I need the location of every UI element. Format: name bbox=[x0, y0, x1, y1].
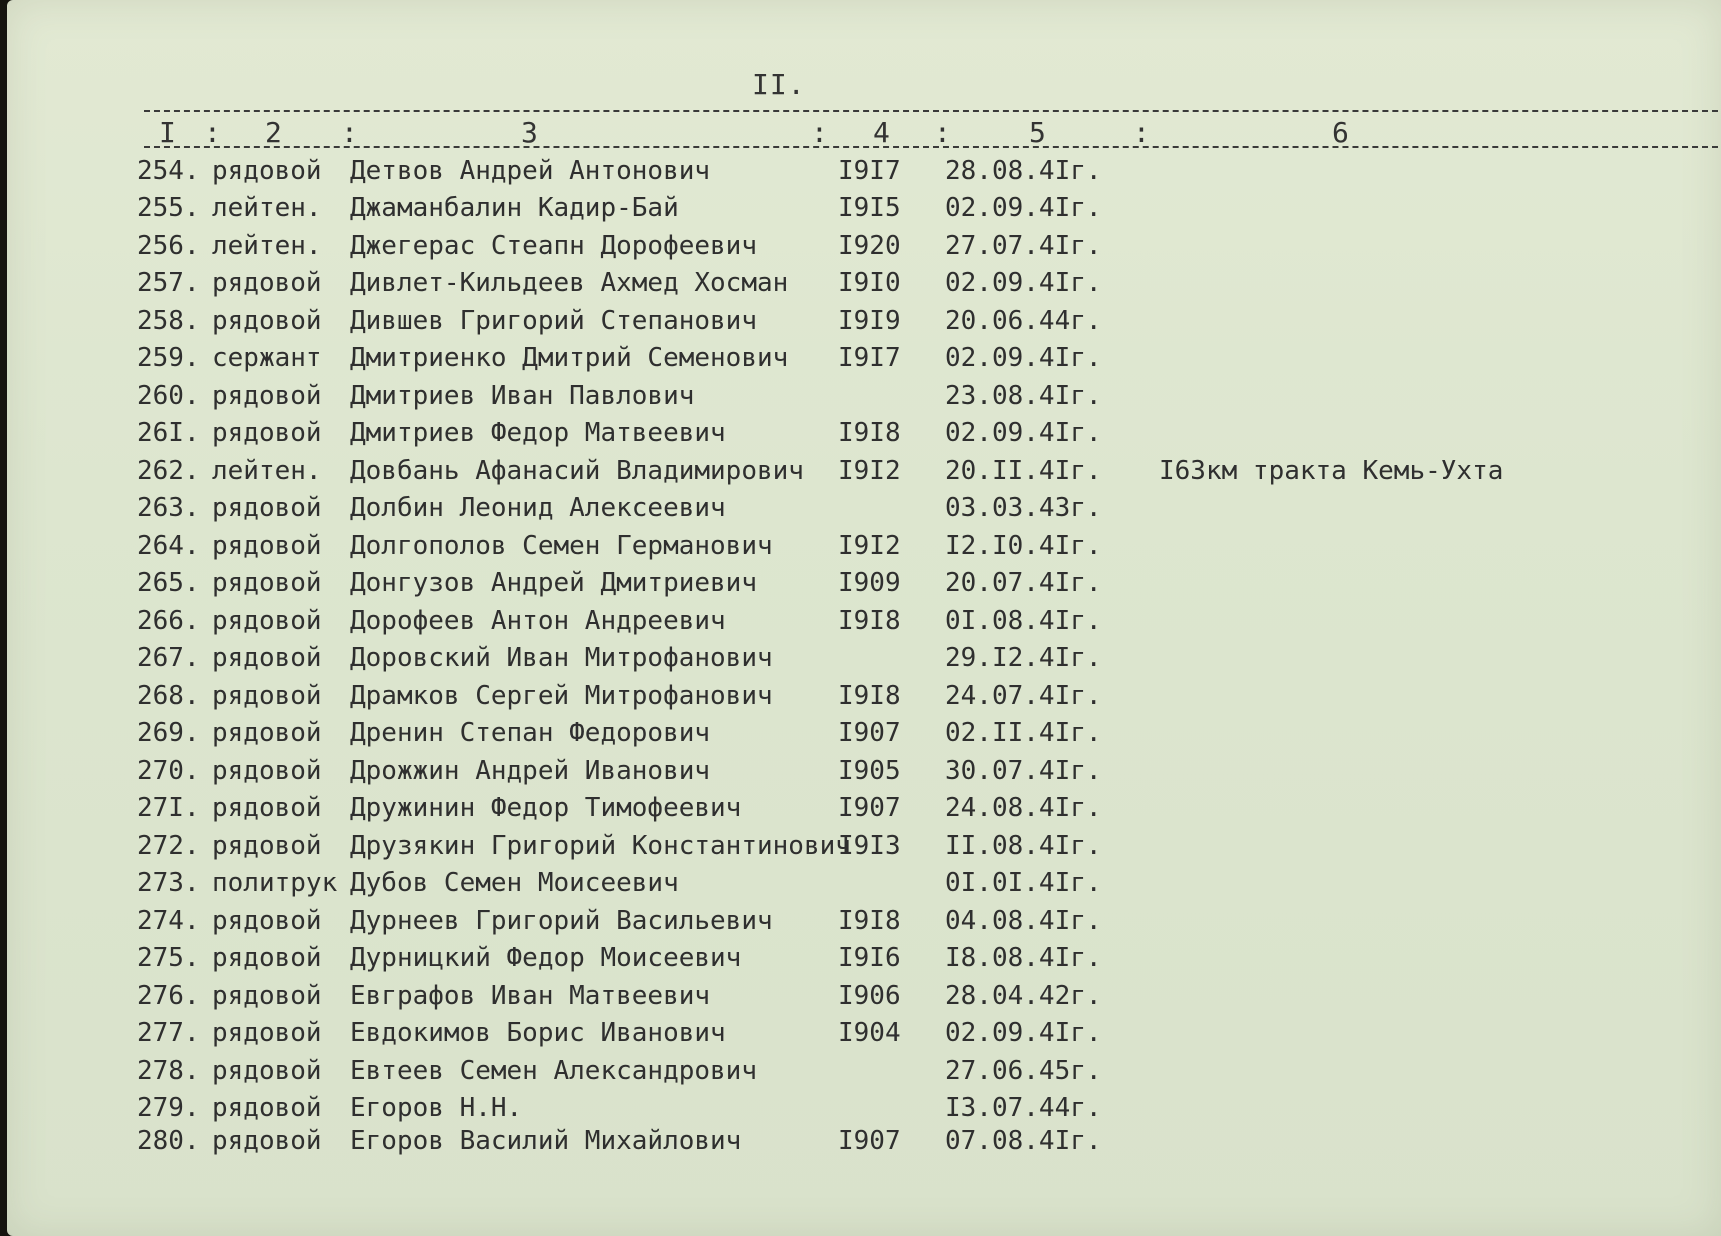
record-rank: рядовой bbox=[212, 568, 322, 598]
record-rank: рядовой bbox=[212, 418, 322, 448]
record-rank: рядовой bbox=[212, 1018, 322, 1048]
record-row bbox=[7, 981, 1721, 1018]
record-date: 24.08.4Iг. bbox=[945, 793, 1102, 823]
record-rank: рядовой bbox=[212, 793, 322, 823]
record-date: 23.08.4Iг. bbox=[945, 381, 1102, 411]
record-number: 277. bbox=[137, 1018, 200, 1048]
record-number: 272. bbox=[137, 831, 200, 861]
record-rank: рядовой bbox=[212, 831, 322, 861]
record-number: 270. bbox=[137, 756, 200, 786]
record-number: 254. bbox=[137, 156, 200, 186]
record-row bbox=[7, 718, 1721, 755]
record-number: 276. bbox=[137, 981, 200, 1011]
header-bottom-rule bbox=[144, 146, 1718, 148]
record-row bbox=[7, 531, 1721, 568]
record-name: Детвов Андрей Антонович bbox=[350, 156, 711, 186]
header-top-rule bbox=[144, 110, 1718, 112]
record-date: 20.II.4Iг. bbox=[945, 456, 1102, 486]
record-row bbox=[7, 756, 1721, 793]
record-date: 28.08.4Iг. bbox=[945, 156, 1102, 186]
column-header-2: 2 bbox=[265, 116, 282, 149]
record-birth-year: I907 bbox=[838, 718, 901, 748]
record-rank: рядовой bbox=[212, 643, 322, 673]
record-name: Дмитриев Иван Павлович bbox=[350, 381, 695, 411]
record-number: 278. bbox=[137, 1056, 200, 1086]
record-name: Дивлет-Кильдеев Ахмед Хосман bbox=[350, 268, 789, 298]
record-name: Егоров Василий Михайлович bbox=[350, 1126, 742, 1156]
record-birth-year: I907 bbox=[838, 793, 901, 823]
record-number: 262. bbox=[137, 456, 200, 486]
record-date: 02.II.4Iг. bbox=[945, 718, 1102, 748]
record-number: 273. bbox=[137, 868, 200, 898]
record-name: Долгополов Семен Германович bbox=[350, 531, 773, 561]
record-rank: рядовой bbox=[212, 381, 322, 411]
record-name: Драмков Сергей Митрофанович bbox=[350, 681, 773, 711]
record-date: 29.I2.4Iг. bbox=[945, 643, 1102, 673]
record-rank: рядовой bbox=[212, 718, 322, 748]
record-birth-year: I9I8 bbox=[838, 906, 901, 936]
record-rank: рядовой bbox=[212, 606, 322, 636]
record-birth-year: I909 bbox=[838, 568, 901, 598]
column-header-6: 6 bbox=[1332, 116, 1349, 149]
record-date: 20.07.4Iг. bbox=[945, 568, 1102, 598]
record-row bbox=[7, 1056, 1721, 1093]
column-header-4: 4 bbox=[873, 116, 890, 149]
record-number: 255. bbox=[137, 193, 200, 223]
page-number: II. bbox=[752, 68, 806, 101]
record-name: Дубов Семен Моисеевич bbox=[350, 868, 679, 898]
record-date: 24.07.4Iг. bbox=[945, 681, 1102, 711]
record-date: 28.04.42г. bbox=[945, 981, 1102, 1011]
record-date: I8.08.4Iг. bbox=[945, 943, 1102, 973]
record-rank: рядовой bbox=[212, 943, 322, 973]
record-birth-year: I9I5 bbox=[838, 193, 901, 223]
record-name: Джегерас Стеапн Дорофеевич bbox=[350, 231, 757, 261]
record-row bbox=[7, 231, 1721, 268]
column-separator: : bbox=[1133, 116, 1150, 149]
record-number: 266. bbox=[137, 606, 200, 636]
record-row bbox=[7, 568, 1721, 605]
record-number: 259. bbox=[137, 343, 200, 373]
record-rank: рядовой bbox=[212, 306, 322, 336]
record-number: 267. bbox=[137, 643, 200, 673]
record-name: Дренин Степан Федорович bbox=[350, 718, 711, 748]
record-note: I63км тракта Кемь-Ухта bbox=[1159, 456, 1504, 486]
record-row bbox=[7, 606, 1721, 643]
record-number: 264. bbox=[137, 531, 200, 561]
record-row bbox=[7, 343, 1721, 380]
record-rank: сержант bbox=[212, 343, 322, 373]
record-name: Дурнеев Григорий Васильевич bbox=[350, 906, 773, 936]
record-number: 275. bbox=[137, 943, 200, 973]
record-name: Долбин Леонид Алексеевич bbox=[350, 493, 726, 523]
record-birth-year: I9I2 bbox=[838, 456, 901, 486]
record-birth-year: I9I9 bbox=[838, 306, 901, 336]
record-birth-year: I9I0 bbox=[838, 268, 901, 298]
record-date: 02.09.4Iг. bbox=[945, 343, 1102, 373]
record-name: Донгузов Андрей Дмитриевич bbox=[350, 568, 757, 598]
record-row bbox=[7, 681, 1721, 718]
record-row bbox=[7, 831, 1721, 868]
record-rank: рядовой bbox=[212, 1093, 322, 1123]
record-birth-year: I9I8 bbox=[838, 681, 901, 711]
record-number: 256. bbox=[137, 231, 200, 261]
record-rank: рядовой bbox=[212, 681, 322, 711]
record-date: I3.07.44г. bbox=[945, 1093, 1102, 1123]
record-number: 280. bbox=[137, 1126, 200, 1156]
record-birth-year: I9I3 bbox=[838, 831, 901, 861]
record-row bbox=[7, 418, 1721, 455]
record-rank: рядовой bbox=[212, 268, 322, 298]
record-name: Дружинин Федор Тимофеевич bbox=[350, 793, 742, 823]
record-rank: рядовой bbox=[212, 1126, 322, 1156]
record-name: Довбань Афанасий Владимирович bbox=[350, 456, 804, 486]
record-number: 279. bbox=[137, 1093, 200, 1123]
column-header-3: 3 bbox=[521, 116, 538, 149]
record-date: I2.I0.4Iг. bbox=[945, 531, 1102, 561]
record-name: Дорофеев Антон Андреевич bbox=[350, 606, 726, 636]
record-birth-year: I905 bbox=[838, 756, 901, 786]
record-row bbox=[7, 1018, 1721, 1055]
record-birth-year: I9I2 bbox=[838, 531, 901, 561]
record-number: 257. bbox=[137, 268, 200, 298]
record-row bbox=[7, 1126, 1721, 1163]
record-birth-year: I9I7 bbox=[838, 156, 901, 186]
record-rank: рядовой bbox=[212, 1056, 322, 1086]
record-date: 30.07.4Iг. bbox=[945, 756, 1102, 786]
record-row bbox=[7, 643, 1721, 680]
record-birth-year: I9I8 bbox=[838, 606, 901, 636]
record-name: Джаманбалин Кадир-Бай bbox=[350, 193, 679, 223]
record-row bbox=[7, 943, 1721, 980]
record-date: 27.07.4Iг. bbox=[945, 231, 1102, 261]
record-date: 04.08.4Iг. bbox=[945, 906, 1102, 936]
record-row bbox=[7, 906, 1721, 943]
record-date: 27.06.45г. bbox=[945, 1056, 1102, 1086]
record-rank: политрук bbox=[212, 868, 338, 898]
record-rank: рядовой bbox=[212, 906, 322, 936]
record-rank: рядовой bbox=[212, 493, 322, 523]
record-rank: рядовой bbox=[212, 531, 322, 561]
record-name: Евдокимов Борис Иванович bbox=[350, 1018, 726, 1048]
record-date: 0I.0I.4Iг. bbox=[945, 868, 1102, 898]
record-name: Доровский Иван Митрофанович bbox=[350, 643, 773, 673]
record-rank: лейтен. bbox=[212, 456, 322, 486]
record-date: 07.08.4Iг. bbox=[945, 1126, 1102, 1156]
column-separator: : bbox=[934, 116, 951, 149]
record-birth-year: I9I8 bbox=[838, 418, 901, 448]
record-number: 258. bbox=[137, 306, 200, 336]
record-row bbox=[7, 493, 1721, 530]
record-number: 269. bbox=[137, 718, 200, 748]
record-date: II.08.4Iг. bbox=[945, 831, 1102, 861]
record-name: Дурницкий Федор Моисеевич bbox=[350, 943, 742, 973]
record-row bbox=[7, 156, 1721, 193]
record-row bbox=[7, 193, 1721, 230]
record-name: Егоров Н.Н. bbox=[350, 1093, 523, 1123]
record-number: 265. bbox=[137, 568, 200, 598]
record-birth-year: I906 bbox=[838, 981, 901, 1011]
record-name: Дмитриенко Дмитрий Семенович bbox=[350, 343, 789, 373]
record-name: Евтеев Семен Александрович bbox=[350, 1056, 757, 1086]
record-row bbox=[7, 306, 1721, 343]
record-rank: рядовой bbox=[212, 981, 322, 1011]
document-sheet bbox=[7, 0, 1721, 1236]
record-number: 274. bbox=[137, 906, 200, 936]
record-row bbox=[7, 1093, 1721, 1130]
record-row bbox=[7, 381, 1721, 418]
record-birth-year: I907 bbox=[838, 1126, 901, 1156]
record-rank: лейтен. bbox=[212, 193, 322, 223]
record-date: 02.09.4Iг. bbox=[945, 1018, 1102, 1048]
record-date: 20.06.44г. bbox=[945, 306, 1102, 336]
record-number: 260. bbox=[137, 381, 200, 411]
column-separator: : bbox=[204, 116, 221, 149]
column-header-5: 5 bbox=[1029, 116, 1046, 149]
record-date: 02.09.4Iг. bbox=[945, 418, 1102, 448]
record-row bbox=[7, 268, 1721, 305]
record-row bbox=[7, 456, 1721, 493]
record-date: 0I.08.4Iг. bbox=[945, 606, 1102, 636]
record-number: 268. bbox=[137, 681, 200, 711]
record-birth-year: I920 bbox=[838, 231, 901, 261]
record-date: 02.09.4Iг. bbox=[945, 193, 1102, 223]
record-name: Друзякин Григорий Константинович bbox=[350, 831, 851, 861]
record-name: Дмитриев Федор Матвеевич bbox=[350, 418, 726, 448]
record-row bbox=[7, 793, 1721, 830]
record-name: Евграфов Иван Матвеевич bbox=[350, 981, 711, 1011]
record-name: Дившев Григорий Степанович bbox=[350, 306, 757, 336]
record-row bbox=[7, 868, 1721, 905]
record-number: 263. bbox=[137, 493, 200, 523]
column-separator: : bbox=[811, 116, 828, 149]
record-name: Дрожжин Андрей Иванович bbox=[350, 756, 711, 786]
record-date: 02.09.4Iг. bbox=[945, 268, 1102, 298]
record-number: 26I. bbox=[137, 418, 200, 448]
record-date: 03.03.43г. bbox=[945, 493, 1102, 523]
record-number: 27I. bbox=[137, 793, 200, 823]
record-rank: рядовой bbox=[212, 156, 322, 186]
column-separator: : bbox=[341, 116, 358, 149]
record-birth-year: I9I6 bbox=[838, 943, 901, 973]
column-header-1: I bbox=[159, 116, 176, 149]
record-birth-year: I9I7 bbox=[838, 343, 901, 373]
record-rank: рядовой bbox=[212, 756, 322, 786]
record-rank: лейтен. bbox=[212, 231, 322, 261]
record-birth-year: I904 bbox=[838, 1018, 901, 1048]
